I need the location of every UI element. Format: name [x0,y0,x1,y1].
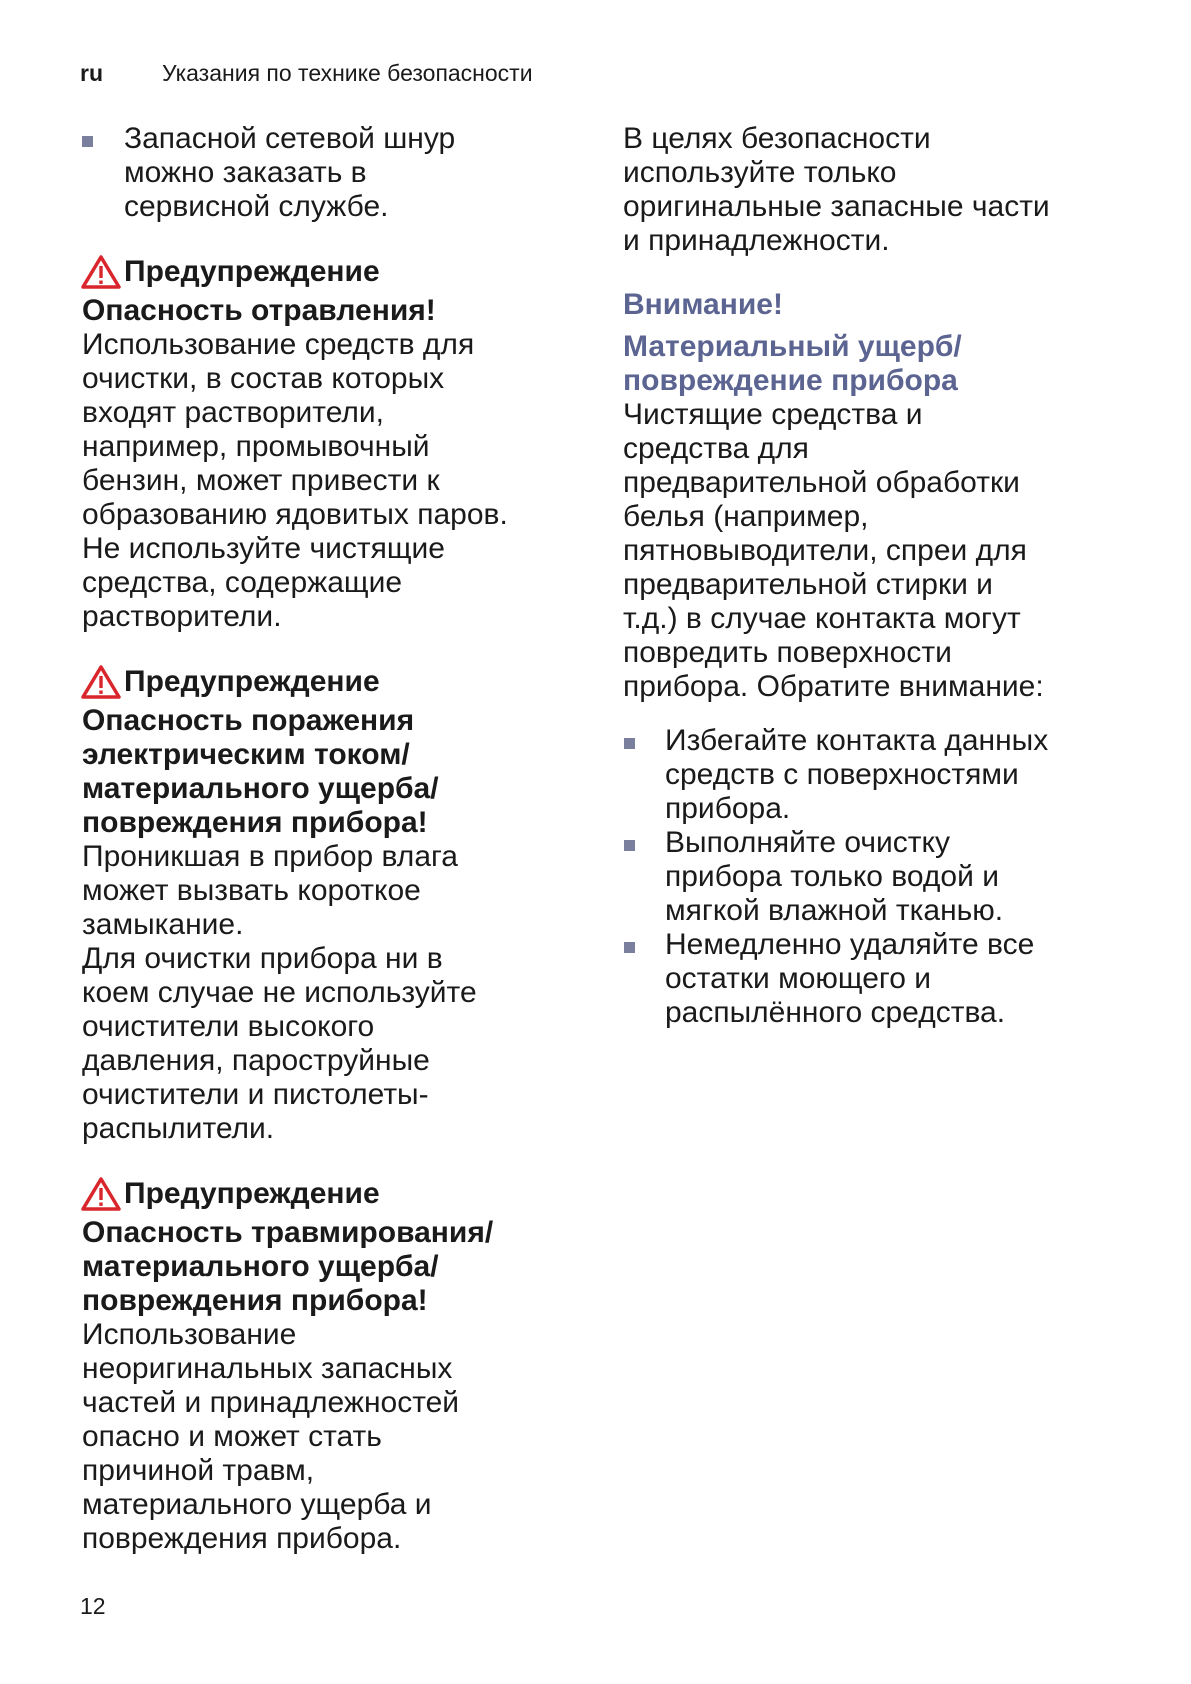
text-line: очистители и пистолеты- [82,1078,429,1111]
list-item [82,122,582,224]
text-line: очистители высокого [82,1010,375,1043]
warning-title [82,1176,582,1212]
text-line: пятновыводители, спреи для [623,534,1027,567]
left-column [82,122,582,1556]
bullet-line: сервисной службе. [124,190,389,223]
text-line: предварительной обработки [623,466,1020,499]
text-line: давления, пароструйные [82,1044,430,1077]
text-line: средства, содержащие [82,566,403,599]
warning-text [82,328,582,634]
warning-title-text: Предупреждение [124,1177,380,1210]
square-bullet-icon [624,840,635,851]
text-line: частей и принадлежностей [82,1386,460,1419]
bullet-line: средств с поверхностями [665,758,1019,791]
text-line: опасно и может стать [82,1420,382,1453]
bullet-line: Избегайте контакта данных [665,724,1049,757]
right-column [623,122,1123,1030]
hazard-line: повреждения прибора! [82,1284,428,1317]
hazard-line: материального ущерба/ [82,772,439,805]
caution-title: Внимание! [623,288,783,321]
language-code: ru [80,60,103,86]
bullet-line: прибора. [665,792,791,825]
bullet-line: Выполняйте очистку [665,826,950,859]
text-line: материального ущерба и [82,1488,432,1521]
text-line: неоригинальных запасных [82,1352,453,1385]
text-line: образованию ядовитых паров. [82,498,508,531]
text-line: причиной травм, [82,1454,315,1487]
warning-text [82,840,582,1146]
warning-title [82,664,582,700]
text-line: замыкание. [82,908,244,941]
text-line: может вызвать короткое [82,874,421,907]
caution-hazard [623,330,1123,398]
warning-triangle-icon [80,1176,122,1212]
hazard-line: повреждения прибора! [82,806,428,839]
bullet-line: Немедленно удаляйте все [665,928,1035,961]
warning-triangle-icon [80,664,122,700]
hazard-line: электрическим током/ [82,738,410,771]
page-number: 12 [80,1593,106,1619]
bullet-line: остатки моющего и [665,962,931,995]
text-line: повредить поверхности [623,636,952,669]
warning-block [82,254,582,634]
bullet-line: Запасной сетевой шнур [124,122,456,155]
text-line: растворители. [82,600,282,633]
square-bullet-icon [82,136,93,147]
text-line: прибора. Обратите внимание: [623,670,1044,703]
bullet-line: прибора только водой и [665,860,999,893]
square-bullet-icon [624,942,635,953]
hazard-line: Материальный ущерб/ [623,330,962,363]
spare-cord-bullet-list [82,122,582,224]
hazard-line: повреждение прибора [623,364,958,397]
hazard-line: Опасность отравления! [82,294,436,327]
intro-paragraph [623,122,1123,258]
text-line: очистки, в состав которых [82,362,445,395]
text-line: белья (например, [623,500,869,533]
text-line: например, промывочный [82,430,430,463]
list-item [623,928,1123,1030]
hazard-line: Опасность поражения [82,704,415,737]
bullet-line: мягкой влажной тканью. [665,894,1004,927]
page-header [80,58,533,88]
hazard-line: Опасность травмирования/ [82,1216,494,1249]
text-line: коем случае не используйте [82,976,477,1009]
text-line: Чистящие средства и [623,398,923,431]
text-line: средства для [623,432,809,465]
bullet-line: можно заказать в [124,156,367,189]
square-bullet-icon [624,738,635,749]
warning-text [82,1318,582,1556]
text-line: В целях безопасности [623,122,931,155]
text-line: Проникшая в прибор влага [82,840,458,873]
hazard-line: материального ущерба/ [82,1250,439,1283]
caution-text [623,398,1123,704]
text-line: и принадлежности. [623,224,890,257]
text-line: Для очистки прибора ни в [82,942,443,975]
text-line: Не используйте чистящие [82,532,445,565]
warning-title-text: Предупреждение [124,665,380,698]
list-item [623,826,1123,928]
text-line: повреждения прибора. [82,1522,402,1555]
bullet-line: распылённого средства. [665,996,1006,1029]
caution-bullet-list [623,724,1123,1030]
section-title: Указания по технике безопасности [162,60,533,86]
list-item [623,724,1123,826]
hazard-heading [82,294,582,328]
hazard-heading [82,1216,582,1318]
warning-title-text: Предупреждение [124,255,380,288]
warning-triangle-icon [80,254,122,290]
warning-title [82,254,582,290]
text-line: используйте только [623,156,897,189]
hazard-heading [82,704,582,840]
text-line: Использование [82,1318,297,1351]
text-line: т.д.) в случае контакта могут [623,602,1021,635]
text-line: оригинальные запасные части [623,190,1050,223]
text-line: входят растворители, [82,396,384,429]
text-line: предварительной стирки и [623,568,993,601]
text-line: бензин, может привести к [82,464,440,497]
warning-block [82,664,582,1146]
text-line: распылители. [82,1112,275,1145]
text-line: Использование средств для [82,328,475,361]
warning-block [82,1176,582,1556]
